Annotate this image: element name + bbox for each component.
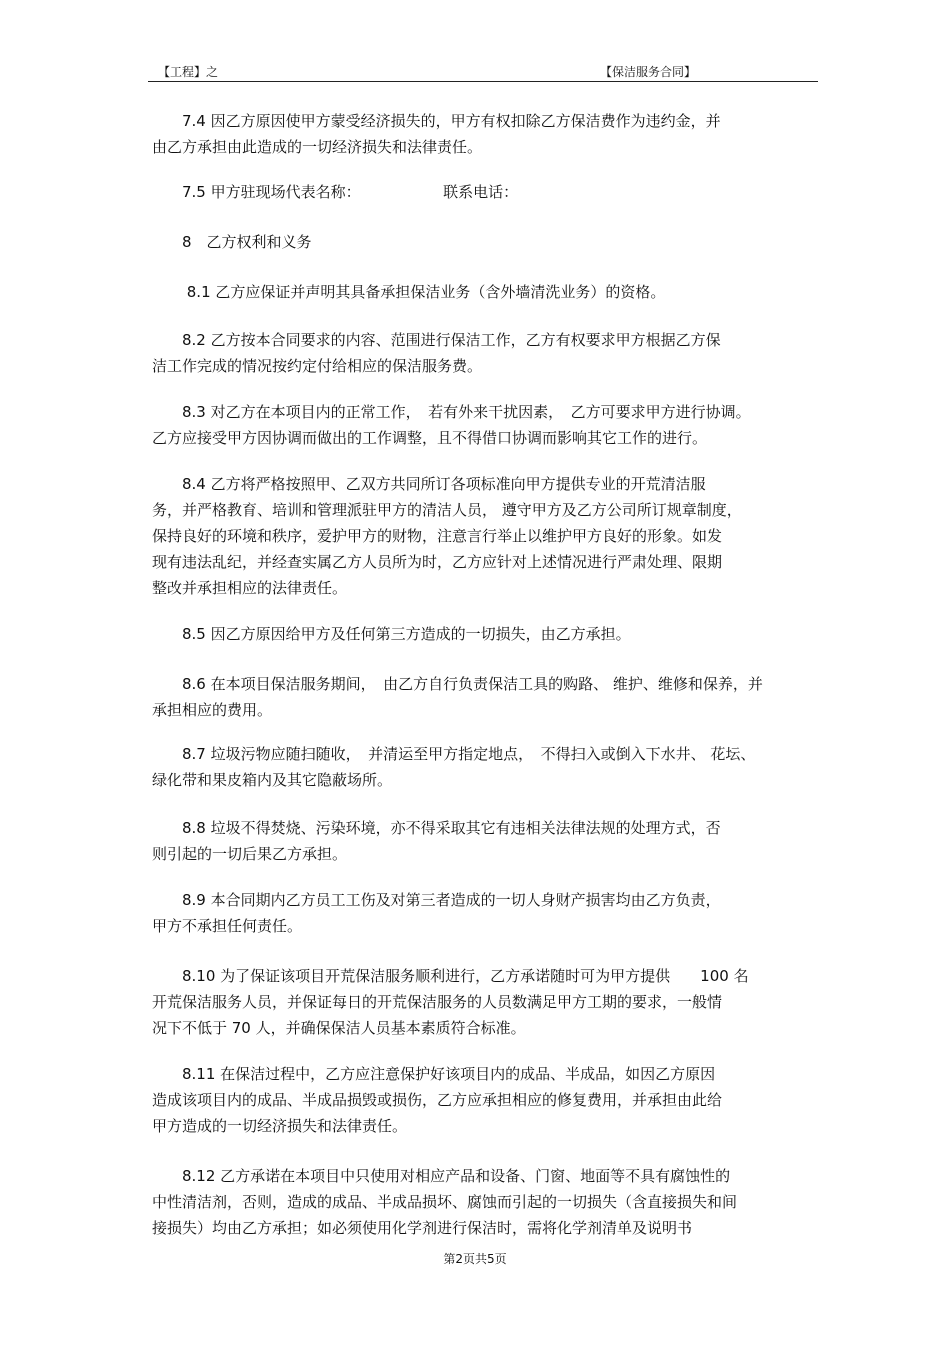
paragraph [152,229,892,255]
paragraph [152,327,892,379]
paragraph-line: 则引起的一切后果乙方承担。 [152,845,348,863]
paragraph-line: 乙方应接受甲方因协调而做出的工作调整，且不得借口协调而影响其它工作的进行。 [152,429,708,447]
paragraph-line: 整改并承担相应的法律责任。 [152,579,348,597]
header-right-text: 【保洁服务合同】 [600,65,697,79]
paragraph-line: 甲方造成的一切经济损失和法律责任。 [152,1117,408,1135]
paragraph [152,815,892,867]
paragraph-line: 8.3 对乙方在本项目内的正常工作， 若有外来干扰因素， 乙方可要求甲方进行协调。 [152,403,751,421]
paragraph-line: 8.10 为了保证该项目开荒保洁服务顺利进行，乙方承诺随时可为甲方提供 100 名 [152,967,749,985]
paragraph [152,399,892,451]
paragraph [152,1061,892,1139]
paragraph [152,963,892,1041]
paragraph [152,741,892,793]
paragraph-line: 造成该项目内的成品、半成品损毁或损伤，乙方应承担相应的修复费用，并承担由此给 [152,1091,723,1109]
header-left-text: 【工程】之 [158,65,219,79]
header-rule [148,81,818,82]
paragraph-line: 8.2 乙方按本合同要求的内容、范围进行保洁工作，乙方有权要求甲方根据乙方保 [152,331,721,349]
paragraph-line: 现有违法乱纪，并经查实属乙方人员所为时，乙方应针对上述情况进行严肃处理、限期 [152,553,723,571]
paragraph-line: 7.4 因乙方原因使甲方蒙受经济损失的，甲方有权扣除乙方保洁费作为违约金，并 [152,112,721,130]
paragraph-line: 8 乙方权利和义务 [152,233,312,251]
paragraph [152,887,892,939]
paragraph-line: 况下不低于 70 人，并确保保洁人员基本素质符合标准。 [152,1019,526,1037]
paragraph [152,108,892,160]
paragraph [152,279,892,305]
page-number: 第2页共5页 [443,1252,507,1266]
paragraph-line: 8.12 乙方承诺在本项目中只使用对相应产品和设备、门窗、地面等不具有腐蚀性的 [152,1167,731,1185]
paragraph [152,179,892,205]
paragraph [152,621,892,647]
paragraph-line: 开荒保洁服务人员，并保证每日的开荒保洁服务的人员数满足甲方工期的要求，一般情 [152,993,723,1011]
paragraph [152,471,892,601]
paragraph-line: 8.8 垃圾不得焚烧、污染环境，亦不得采取其它有违相关法律法规的处理方式，否 [152,819,721,837]
paragraph-line: 8.9 本合同期内乙方员工工伤及对第三者造成的一切人身财产损害均由乙方负责， [152,891,721,909]
paragraph-line: 洁工作完成的情况按约定付给相应的保洁服务费。 [152,357,483,375]
paragraph-line: 由乙方承担由此造成的一切经济损失和法律责任。 [152,138,483,156]
paragraph-line: 绿化带和果皮箱内及其它隐蔽场所。 [152,771,393,789]
paragraph-line: 中性清洁剂，否则，造成的成品、半成品损坏、腐蚀而引起的一切损失（含直接损失和间 [152,1193,738,1211]
paragraph-line: 承担相应的费用。 [152,701,273,719]
paragraph-line: 保持良好的环境和秩序，爱护甲方的财物，注意言行举止以维护甲方良好的形象。如发 [152,527,723,545]
paragraph [152,1163,892,1241]
paragraph-line: 8.11 在保洁过程中，乙方应注意保护好该项目内的成品、半成品，如因乙方原因 [152,1065,716,1083]
paragraph-line: 8.7 垃圾污物应随扫随收， 并清运至甲方指定地点， 不得扫入或倒入下水井、 花坛、 [152,745,756,763]
paragraph-line: 8.6 在本项目保洁服务期间， 由乙方自行负责保洁工具的购路、 维护、维修和保养，并 [152,675,763,693]
paragraph-line: 甲方不承担任何责任。 [152,917,303,935]
paragraph-line: 务，并严格教育、培训和管理派驻甲方的清洁人员， 遵守甲方及乙方公司所订规章制度， [152,501,742,519]
paragraph-line: 8.5 因乙方原因给甲方及任何第三方造成的一切损失，由乙方承担。 [152,625,631,643]
paragraph-line: 7.5 甲方驻现场代表名称： 联系电话： [152,183,519,201]
paragraph [152,671,892,723]
paragraph-line: 8.1 乙方应保证并声明其具备承担保洁业务（含外墙清洗业务）的资格。 [152,283,666,301]
paragraph-line: 8.4 乙方将严格按照甲、乙双方共同所订各项标准向甲方提供专业的开荒清洁服 [152,475,706,493]
paragraph-line: 接损失）均由乙方承担；如必须使用化学剂进行保洁时，需将化学剂清单及说明书 [152,1219,693,1237]
